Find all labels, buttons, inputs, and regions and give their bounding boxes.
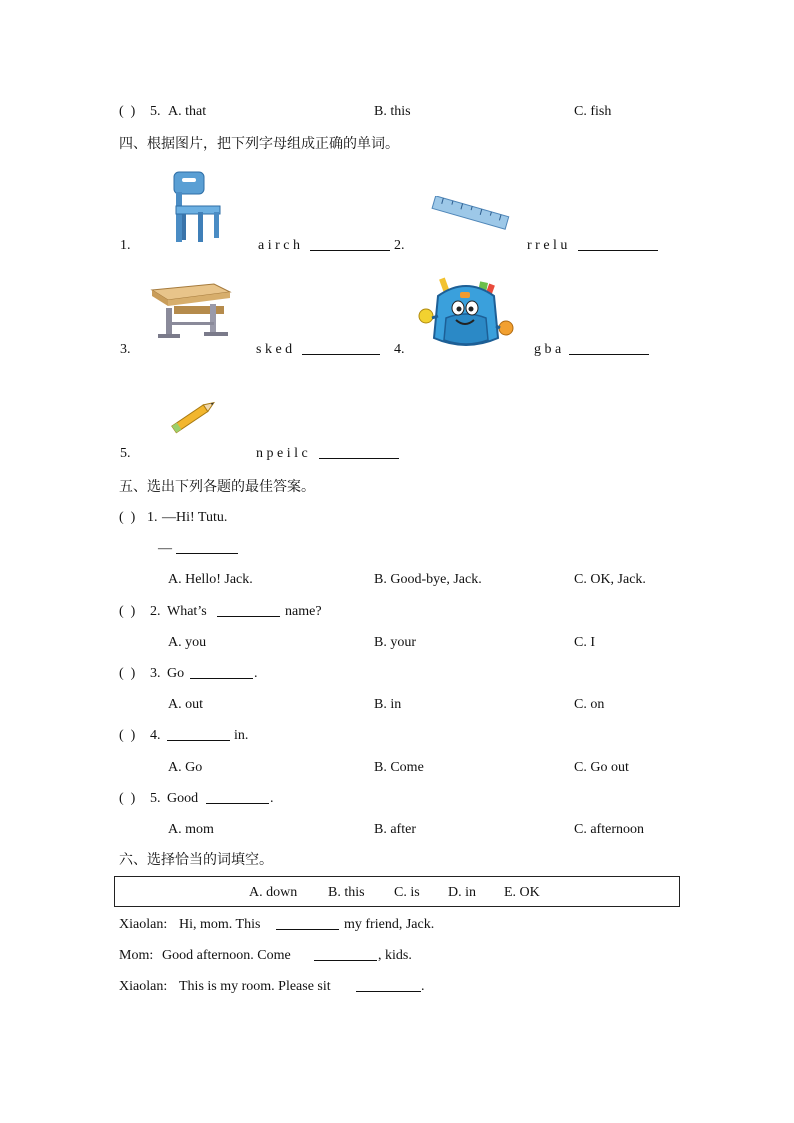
answer-blank[interactable] xyxy=(206,791,269,804)
option-a[interactable]: A. mom xyxy=(168,822,214,837)
answer-blank[interactable] xyxy=(578,238,658,251)
word-bank-option: B. this xyxy=(328,885,365,900)
word-bank-option: A. down xyxy=(249,885,298,900)
section4-title: 四、根据图片，把下列字母组成正确的单词。 xyxy=(119,136,399,152)
question-stem-pre: What’s xyxy=(167,604,207,619)
question-stem-post: in. xyxy=(234,728,249,743)
option-b[interactable]: B. after xyxy=(374,822,416,837)
question-number: 2. xyxy=(150,604,161,619)
question-stem-post: . xyxy=(270,791,274,806)
answer-blank[interactable] xyxy=(302,342,380,355)
option-c[interactable]: C. afternoon xyxy=(574,822,644,837)
answer-blank[interactable] xyxy=(310,238,390,251)
chair-picture xyxy=(168,170,224,244)
dialogue-text-pre: Hi, mom. This xyxy=(179,917,261,932)
dialogue-dash: — xyxy=(158,541,172,556)
option-a[interactable]: A. Hello! Jack. xyxy=(168,572,253,587)
section6-title: 六、选择恰当的词填空。 xyxy=(119,852,273,868)
pencil-picture xyxy=(166,396,222,436)
dialogue-text-pre: Good afternoon. Come xyxy=(162,948,291,963)
section5-title: 五、选出下列各题的最佳答案。 xyxy=(119,479,315,495)
dialogue-speaker: Xiaolan: xyxy=(119,917,168,932)
question-number: 5. xyxy=(150,104,161,119)
dialogue-text-post: my friend, Jack. xyxy=(344,917,435,932)
question-stem-post: name? xyxy=(285,604,322,619)
scrambled-letters: a i r c h xyxy=(258,238,300,253)
scrambled-letters: n p e i l c xyxy=(256,446,308,461)
item-number: 4. xyxy=(394,342,405,357)
word-bank-option: E. OK xyxy=(504,885,540,900)
answer-blank[interactable] xyxy=(176,541,238,554)
word-bank-option: D. in xyxy=(448,885,476,900)
option-a[interactable]: A. out xyxy=(168,697,203,712)
question-stem-pre: Good xyxy=(167,791,199,806)
dialogue-speaker: Xiaolan: xyxy=(119,979,168,994)
dialogue-text-post: . xyxy=(421,979,425,994)
option-b[interactable]: B. this xyxy=(374,104,411,119)
answer-paren[interactable]: ( ) xyxy=(119,791,136,806)
scrambled-letters: s k e d xyxy=(256,342,293,357)
option-c[interactable]: C. I xyxy=(574,635,595,650)
option-b[interactable]: B. in xyxy=(374,697,402,712)
option-b[interactable]: B. your xyxy=(374,635,416,650)
answer-paren[interactable]: ( ) xyxy=(119,728,136,743)
dialogue-text-post: , kids. xyxy=(378,948,412,963)
answer-paren[interactable]: ( ) xyxy=(119,104,136,119)
question-stem: —Hi! Tutu. xyxy=(162,510,228,525)
answer-blank[interactable] xyxy=(356,979,421,992)
desk-picture xyxy=(148,278,234,344)
question-number: 3. xyxy=(150,666,161,681)
option-c[interactable]: C. Go out xyxy=(574,760,629,775)
answer-blank[interactable] xyxy=(314,948,377,961)
option-c[interactable]: C. on xyxy=(574,697,605,712)
item-number: 3. xyxy=(120,342,131,357)
answer-blank[interactable] xyxy=(217,604,280,617)
answer-paren[interactable]: ( ) xyxy=(119,510,136,525)
answer-blank[interactable] xyxy=(319,446,399,459)
item-number: 2. xyxy=(394,238,405,253)
ruler-picture xyxy=(430,196,510,232)
dialogue-speaker: Mom: xyxy=(119,948,154,963)
dialogue-text-pre: This is my room. Please sit xyxy=(179,979,331,994)
option-b[interactable]: B. Come xyxy=(374,760,424,775)
question-number: 4. xyxy=(150,728,161,743)
scrambled-letters: r r e l u xyxy=(527,238,568,253)
answer-paren[interactable]: ( ) xyxy=(119,604,136,619)
option-b[interactable]: B. Good-bye, Jack. xyxy=(374,572,482,587)
question-stem-pre: Go xyxy=(167,666,185,681)
option-a[interactable]: A. you xyxy=(168,635,207,650)
answer-blank[interactable] xyxy=(276,917,339,930)
item-number: 5. xyxy=(120,446,131,461)
scrambled-letters: g b a xyxy=(534,342,562,357)
question-number: 5. xyxy=(150,791,161,806)
word-bank-option: C. is xyxy=(394,885,420,900)
option-c[interactable]: C. OK, Jack. xyxy=(574,572,646,587)
option-a[interactable]: A. Go xyxy=(168,760,203,775)
option-a[interactable]: A. that xyxy=(168,104,207,119)
item-number: 1. xyxy=(120,238,131,253)
question-number: 1. xyxy=(147,510,158,525)
answer-blank[interactable] xyxy=(167,728,230,741)
option-c[interactable]: C. fish xyxy=(574,104,612,119)
answer-blank[interactable] xyxy=(569,342,649,355)
bag-picture xyxy=(416,274,516,352)
question-stem-post: . xyxy=(254,666,258,681)
answer-paren[interactable]: ( ) xyxy=(119,666,136,681)
answer-blank[interactable] xyxy=(190,666,253,679)
